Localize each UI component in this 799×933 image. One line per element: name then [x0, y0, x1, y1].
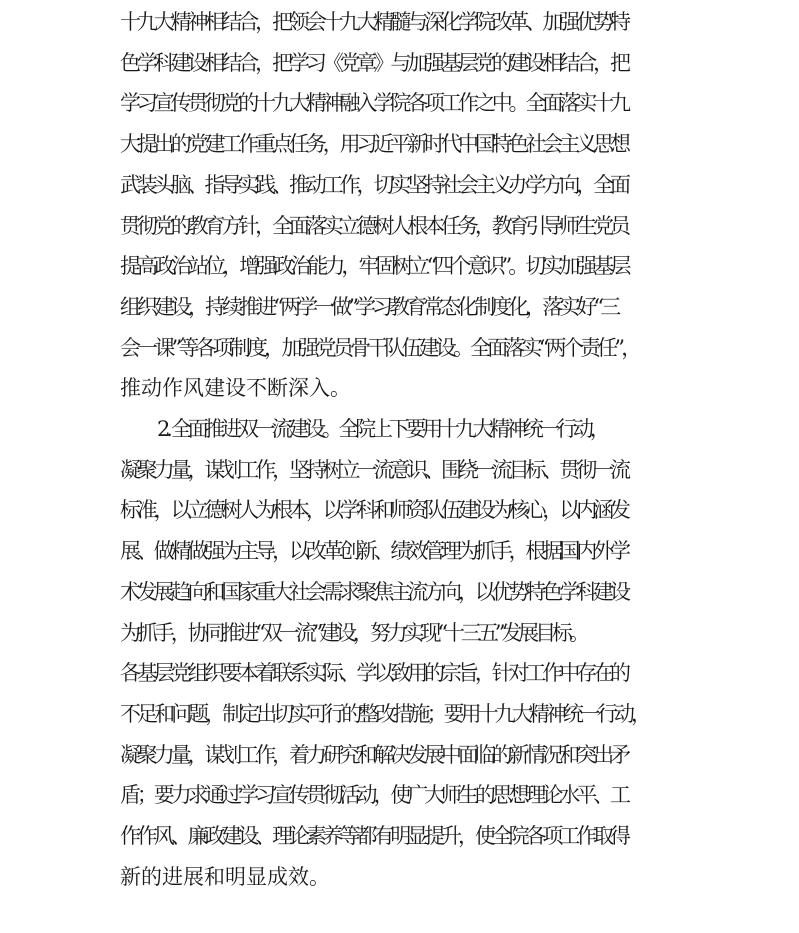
- text-line: [0, 857, 799, 897]
- text-line-content: 标准，以立德树人为根本，以学科和师资队伍建设为核心，以内涵发: [120, 498, 627, 523]
- text-line-content: 武装头脑、指导实践、推动工作，切实坚持社会主义办学方向，全面: [120, 172, 627, 197]
- text-line: [0, 694, 799, 734]
- text-line-content: 十九大精神相结合，把领会十九大精髓与深化学院改革、加强优势特: [120, 10, 627, 34]
- text-line: [0, 165, 799, 205]
- text-line: [0, 531, 799, 571]
- text-line: [0, 206, 799, 246]
- text-line-content: 推动作风建设不断深入。: [120, 376, 351, 401]
- text-line: [0, 2, 799, 42]
- text-line-content: 术发展趋向和国家重大社会需求聚焦主流方向，以优势特色学科建设: [120, 579, 627, 604]
- text-line: [0, 83, 799, 123]
- text-line: [0, 409, 799, 449]
- text-line-content: 新的进展和明显成效。: [120, 864, 330, 889]
- text-line: [0, 816, 799, 856]
- text-line-content: 大提出的党建工作重点任务，用习近平新时代中国特色社会主义思想: [120, 132, 627, 157]
- text-line: [0, 572, 799, 612]
- text-line: [0, 735, 799, 775]
- text-line-content: 展、做精做强为主导，以改革创新、绩效管理为抓手，根据国内外学: [120, 539, 627, 564]
- text-line-content: 组织建设，持续推进“两学一做”学习教育常态化制度化，落实好“三: [120, 294, 618, 319]
- text-line-content: 学习宣传贯彻党的十九大精神融入学院各项工作之中。全面落实十九: [120, 91, 627, 116]
- text-line: [0, 775, 799, 815]
- text-line: [0, 246, 799, 286]
- text-line-content: 凝聚力量，谋划工作，着力研究和解决发展中面临的新情况和突出矛: [120, 742, 627, 767]
- text-line: [0, 43, 799, 83]
- text-line-content: 各基层党组织要本着联系实际、学以致用的宗旨，针对工作中存在的: [120, 661, 627, 686]
- text-line: [0, 124, 799, 164]
- text-line: [0, 613, 799, 653]
- text-line-content: 贯彻党的教育方针，全面落实立德树人根本任务，教育引导师生党员: [120, 213, 627, 238]
- text-line: [0, 287, 799, 327]
- text-line-content: 凝聚力量，谋划工作，坚持树立一流意识、围绕一流目标、贯彻一流: [120, 457, 627, 482]
- text-line-content: 作作风、廉政建设、理论素养等都有明显提升，使全院各项工作取得: [120, 824, 627, 848]
- text-line: [0, 450, 799, 490]
- text-line-content: 不足和问题，制定出切实可行的整改措施；要用十九大精神统一行动，: [120, 701, 649, 726]
- text-line-content: 提高政治站位，增强政治能力，牢固树立“四个意识”。切实加强基层: [120, 254, 628, 279]
- text-line-content: 2. 全面推进双一流建设。全院上下要用十九大精神统一行动，: [157, 417, 607, 441]
- text-line: [0, 653, 799, 693]
- text-line-content: 盾；要力求通过学习宣传贯彻活动，使广大师生的思想理论水平、工: [120, 783, 627, 808]
- text-line: [0, 490, 799, 530]
- text-line-content: 会一课”等各项制度，加强党员骨干队伍建设。全面落实“两个责任”，: [120, 335, 639, 360]
- text-line-content: 为抓手，协同推进“双一流”建设，努力实现“十三五”发展目标。: [120, 620, 586, 645]
- text-line: [0, 368, 799, 408]
- text-line-content: 色学科建设相结合，把学习《党章》与加强基层党的建设相结合，把: [120, 50, 627, 75]
- text-line: [0, 328, 799, 368]
